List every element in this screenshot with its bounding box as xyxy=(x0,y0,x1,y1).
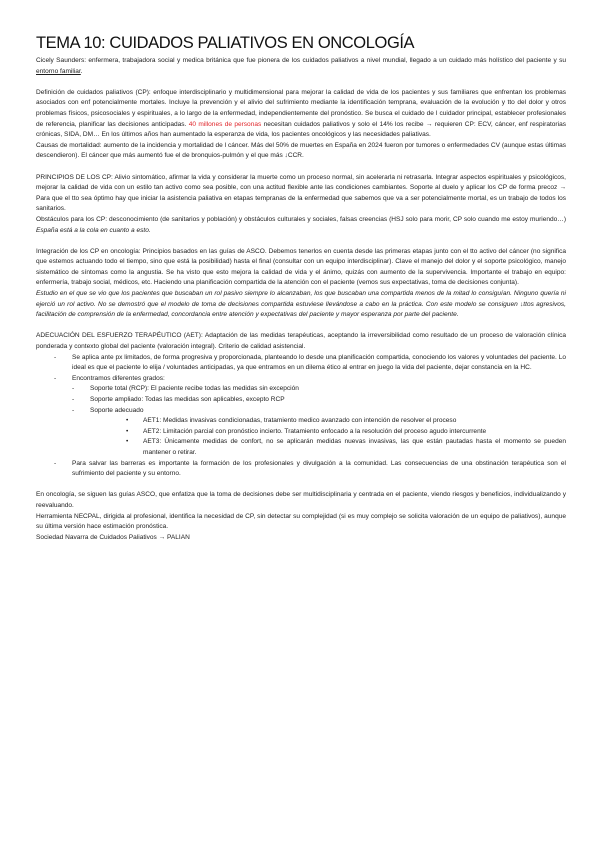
dot-bullet: • xyxy=(126,427,129,435)
definition-part1: Definición de cuidados paliativos (CP): enfoque interdisciplinario y multidimensional para mejorar la calidad de vida de los pacientes y sus familiares que enfrentan los problemas asociados con enf potencialmente mortales. Incluye la prevención y el alivio del sufrimiento mediante la identificación temprana, evaluación de la evolución y tto del dolor y otros problemas físicos, psicosociales y espirituales, a lo largo de la enfermedad, independientemente del pronóstico. Se busca el cuidado de l cuidador principal, establecer profesionales de referencia, planificar las decisiones anticipadas. xyxy=(36,88,566,128)
aet3-text: AET3: Únicamente medidas de confort, no se aplicarán medidas nuevas invasivas, las que están pautadas hasta el momento se pueden mantener o retirar. xyxy=(143,438,566,456)
definition-part2: necesitan cuidados paliativos y solo el 14% los recibe → requieren CP: ECV, cáncer, enf respiratorias crónicas, SIDA, DM… En los últimos años han aumentado la esperanza de vida, los pacientes oncológicos y las necesidades paliativas. xyxy=(36,120,566,139)
aet1-text: AET1: Medidas invasivas condicionadas, tratamiento medico avanzado con intención de resolver el proceso xyxy=(143,417,457,425)
aet-item1-text: Se aplica ante px limitados, de forma progresiva y proporcionada, planteando lo desde una planificación compartida, conociendo los valores y voluntades del paciente. Lo ideal es que el paciente lo elija / voluntades anticipadas, ya que entramos en un dilema ético al entrar en juego la vida del paciente, dejar constancia en la HC. xyxy=(72,353,566,372)
integration-paragraph: Integración de los CP en oncología: Principios basados en las guías de ASCO. Debemos tenerlos en cuenta desde las primeras etapas junto con el tto activo del cáncer (no significa que estemos actuando todo el tiempo, sino que está la posibilidad) hasta el final (consultar con un equipo interdisciplinar). Clave el manejo del dolor y el soporte psicológico, manejo sistemático de síntomas como la angustia. Se ha visto que esto mejora la calidad de vida y el ánimo, quizás con aumento de la supervivencia. Importante el trabajo en equipo: enfermería, trabajo social, médicos, etc. Haciendo una planificación compartida de la atención con el paciente (vemos sus expectativas, toma de decisiones conjunta). xyxy=(36,247,566,287)
list-item xyxy=(36,374,566,385)
closing-line2: Herramienta NECPAL, dirigida al profesional, identifica la necesidad de CP, sin detectar su complejidad (si es muy complejo se solicita valoración de un equipo de paliativos), aunque su última versión hace estimación pronóstica. xyxy=(36,512,566,531)
document-page xyxy=(36,34,566,543)
dash-bullet: - xyxy=(72,406,75,414)
obstacles-paragraph xyxy=(36,215,566,236)
closing-line1: En oncología, se siguen las guías ASCO, que enfatiza que la toma de decisiones debe ser multidisciplinaria y centrada en el paciente, viendo riesgos y beneficios, individualizando y reevaluando. xyxy=(36,491,566,509)
grade1-text: Soporte total (RCP): El paciente recibe todas las medidas sin excepción xyxy=(90,385,299,393)
list-item xyxy=(36,427,566,438)
aet-intro: ADECUACIÓN DEL ESFUERZO TERAPÉUTICO (AET): Adaptación de las medidas terapéuticas, aceptando la irreversibilidad como resultado de un proceso de valoración clínica ponderada y contexto global del paciente (valoración integral). Criterio de calidad asistencial. xyxy=(36,332,566,351)
dash-bullet: - xyxy=(72,385,75,393)
integration-study: Estudio en el que se vio que los pacientes que buscaban un rol pasivo siempre lo alcanzaban, los que buscaban una compartida menos de la mitad lo consiguían. Ninguno quería ni ejerció un rol activo. No se demostró que el modelo de toma de decisiones compartida estuviese llevándose a cabo en la práctica. Con este modelo se consiguen ↓ttos agresivos, facilitación de comprensión de la enfermedad, concordancia entre atención y expectativas del paciente y mayor esperanza por parte del paciente. xyxy=(36,290,566,319)
definition-paragraph xyxy=(36,88,566,141)
list-item xyxy=(36,437,566,458)
dot-bullet: • xyxy=(126,438,129,446)
obstacles-text: Obstáculos para los CP: desconocimiento (de sanitarios y población) y obstáculos culturales y sociales, falsas creencias (HSJ solo para morir, CP solo cuando me estoy muriendo…) xyxy=(36,215,566,223)
dot-bullet: • xyxy=(126,417,129,425)
principles-paragraph: PRINCIPIOS DE LOS CP: Alivio sintomático, afirmar la vida y considerar la muerte como un proceso normal, sin acelerarla ni retrasarla. Integrar aspectos espirituales y psicológicos, mejorar la calidad de vida con un estilo tan activo como sea posible, con una actitud flexible ante las condiciones cambiantes. Soporte al duelo y aplicar los CP de forma precoz → Para que el tto sea óptimo hay que iniciar la asistencia paliativa en etapas tempranas de la enfermedad que sabemos que va a ser potencialmente mortal, es un trabajo de todos los sanitarios. xyxy=(36,173,566,213)
dash-bullet: - xyxy=(54,353,57,361)
dash-bullet: - xyxy=(54,374,57,382)
intro-paragraph xyxy=(36,56,566,77)
list-item xyxy=(36,459,566,480)
intro-end: . xyxy=(80,67,83,75)
aet-item3-text: Para salvar las barreras es importante la formación de los profesionales y divulgación a la comunidad. Las consecuencias de una obstinación terapéutica son el sufrimiento del paciente y su entorno. xyxy=(72,459,566,478)
list-item xyxy=(36,353,566,374)
mortality-paragraph: Causas de mortalidad: aumento de la incidencia y mortalidad de l cáncer. Más del 50% de muertes en España en 2024 fueron por tumores o enfermedades CV (aunque estas últimas descendieron). El cáncer que más aumentó fue el de bronquios-pulmón y el que más ↓CCR. xyxy=(36,141,566,160)
closing-line3: Sociedad Navarra de Cuidados Paliativos → PALIAN xyxy=(36,533,190,541)
obstacles-italic: España está a la cola en cuanto a esto. xyxy=(36,226,151,234)
list-item xyxy=(36,406,566,417)
list-item xyxy=(36,416,566,427)
dash-bullet: - xyxy=(72,396,75,403)
intro-underlined: entorno familiar xyxy=(36,67,81,75)
page-title: TEMA 10: CUIDADOS PALIATIVOS EN ONCOLOGÍA xyxy=(36,34,415,52)
dash-bullet: - xyxy=(54,459,57,467)
grade2-text: Soporte ampliado: Todas las medidas son aplicables, excepto RCP xyxy=(90,396,285,403)
list-item xyxy=(36,395,566,406)
list-item xyxy=(36,384,566,395)
definition-highlight: 40 millones de personas xyxy=(188,120,262,128)
intro-text: Cicely Saunders: enfermera, trabajadora social y medica británica que fue pionera de los cuidados paliativos a nivel mundial, llegado a un cuidado más holístico del paciente y su xyxy=(36,57,566,64)
grade3-text: Soporte adecuado xyxy=(90,406,144,414)
aet-item2-text: Encontramos diferentes grados: xyxy=(72,374,165,382)
aet2-text: AET2: Limitación parcial con pronóstico incierto. Tratamiento enfocado a la resolución del proceso agudo intercurrente xyxy=(143,427,487,435)
